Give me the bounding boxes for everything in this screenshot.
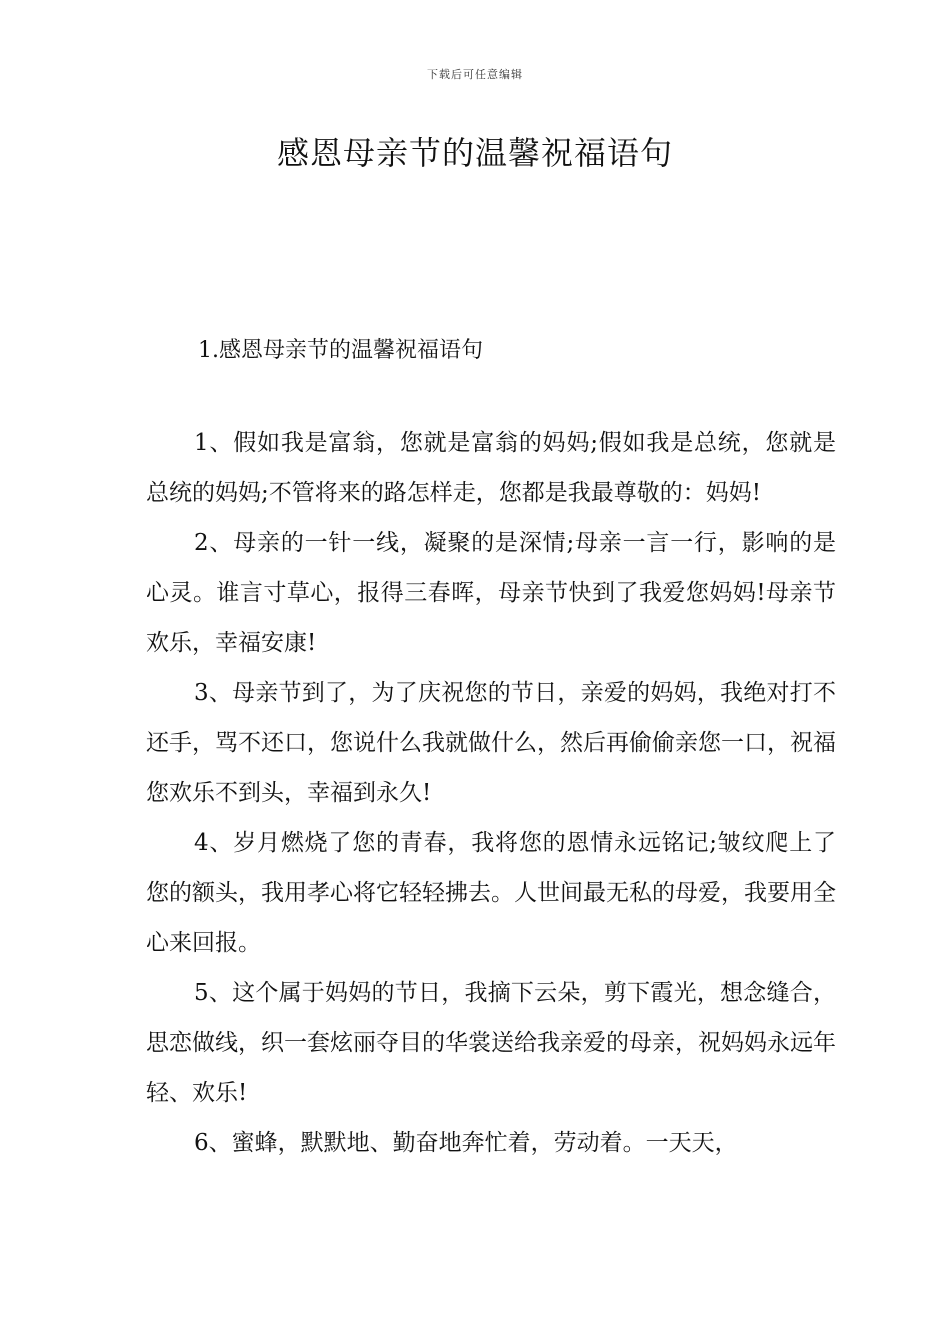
paragraph-5: 5、这个属于妈妈的节日，我摘下云朵，剪下霞光，想念缝合，思恋做线，织一套炫丽夺目的华裳送给我亲爱的母亲，祝妈妈永远年轻、欢乐! <box>146 980 836 1106</box>
paragraph-1: 1、假如我是富翁，您就是富翁的妈妈;假如我是总统，您就是总统的妈妈;不管将来的路怎样走，您都是我最尊敬的：妈妈! <box>146 430 836 506</box>
header-note: 下载后可任意编辑 <box>427 68 523 81</box>
document-title: 感恩母亲节的温馨祝福语句 <box>276 134 673 172</box>
section-heading: 1.感恩母亲节的温馨祝福语句 <box>198 338 483 363</box>
paragraph-2: 2、母亲的一针一线，凝聚的是深情;母亲一言一行，影响的是心灵。谁言寸草心，报得三春晖，母亲节快到了我爱您妈妈!母亲节欢乐，幸福安康! <box>146 530 836 656</box>
document-body <box>146 418 836 1168</box>
paragraph-4: 4、岁月燃烧了您的青春，我将您的恩情永远铭记;皱纹爬上了您的额头，我用孝心将它轻轻拂去。人世间最无私的母爱，我要用全心来回报。 <box>146 830 836 956</box>
paragraph-6: 6、蜜蜂，默默地、勤奋地奔忙着，劳动着。一天天， <box>194 1130 738 1156</box>
paragraph-3: 3、母亲节到了，为了庆祝您的节日，亲爱的妈妈，我绝对打不还手，骂不还口，您说什么我就做什么，然后再偷偷亲您一口，祝福您欢乐不到头，幸福到永久! <box>146 680 836 806</box>
